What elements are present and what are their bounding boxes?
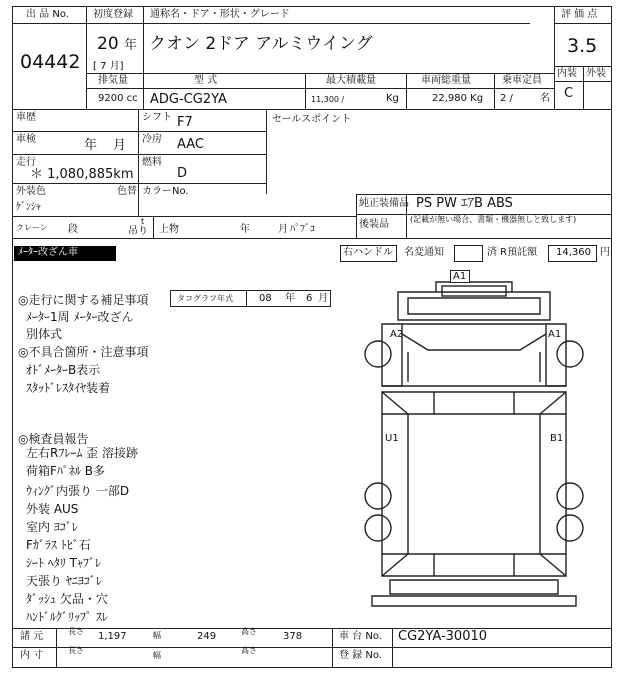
divider (554, 23, 612, 24)
mount-year: 年 (240, 224, 250, 235)
overall-grade: 3.5 (567, 35, 598, 57)
divider (12, 216, 356, 217)
note-line: Fｶﾞﾗｽ ﾄﾋﾞ石 (26, 538, 91, 552)
divider (494, 73, 495, 109)
mount-label: 上物 (159, 224, 179, 235)
color: ｹﾞﾝｼｬ (16, 202, 41, 213)
name-change-label: 名変通知 (404, 247, 444, 258)
tachograph-month-unit: 月 (318, 293, 328, 304)
divider (143, 6, 144, 109)
divider (266, 109, 267, 194)
note-line: ﾀﾞｯｼｭ 欠品・穴 (26, 592, 108, 606)
color-change-label: 色替 (117, 186, 137, 197)
divider (12, 647, 612, 648)
divider (305, 73, 306, 109)
crane-ton: t (141, 217, 145, 226)
divider (583, 66, 584, 109)
lot-no-label: 出 品 No. (26, 9, 69, 20)
gross-label: 車両総重量 (421, 75, 471, 86)
shift: F7 (177, 115, 193, 130)
capacity-label: 乗車定員 (502, 75, 542, 86)
displacement-label: 排気量 (98, 75, 128, 86)
payload: 11,300 / (311, 95, 345, 104)
chassis-no: CG2YA-30010 (398, 629, 488, 644)
ac: AAC (177, 137, 204, 152)
spec-label: 諸 元 (20, 631, 44, 642)
gross-weight: 22,980 Kg (432, 93, 484, 104)
tachograph-month: 6 (306, 293, 313, 304)
fuel: D (177, 166, 188, 181)
divider (332, 628, 333, 668)
chassis-label: 車 台 No. (339, 631, 382, 642)
width-label-inner: 幅 (153, 651, 161, 660)
color-no-label: カラーNo. (142, 186, 189, 197)
tachograph-label: タコグラフ年式 (177, 294, 233, 303)
crane-hang: 吊り (128, 226, 148, 237)
length: 1,197 (98, 631, 127, 642)
payload-label: 最大積載量 (326, 75, 376, 86)
note-line: ﾊﾝﾄﾞﾙｸﾞﾘｯﾌﾟ ｽﾚ (26, 610, 108, 624)
divider (138, 109, 139, 216)
inspection-label: 車検 (16, 134, 36, 145)
divider (153, 216, 154, 238)
mount-maker: ﾊﾟﾌﾞｺ (290, 224, 315, 235)
interior-grade-label: 内装 (557, 68, 577, 79)
inspection-year: 年 (84, 138, 98, 153)
recycle-label: 済 R預託額 (487, 247, 538, 258)
first-reg-month: [ 7 月] (93, 61, 124, 72)
right-hand-label: 右ハンドル (343, 247, 393, 258)
capacity: 2 / (500, 93, 513, 104)
note-line: ｵﾄﾞﾒｰﾀｰB表示 (26, 363, 101, 377)
recycle-unit: 円 (600, 247, 610, 258)
divider (554, 81, 612, 82)
divider (392, 628, 393, 668)
history-label: 車歴 (16, 112, 36, 123)
displacement: 9200 cc (98, 93, 138, 104)
equipment: PS PW ｴｱB ABS (416, 196, 513, 211)
divider (56, 628, 57, 668)
car-name: クオン 2ドア アルミウイング (149, 34, 373, 54)
model-label: 型 式 (194, 75, 218, 86)
car-name-label: 通称名・ドア・形状・グレード (150, 9, 290, 20)
lot-no: 04442 (20, 51, 81, 73)
crane-label: クレーン (16, 223, 48, 232)
note-line: ﾒｰﾀｰ1周 ﾒｰﾀｰ改ざん (26, 310, 134, 324)
divider (554, 6, 555, 109)
grade-label: 評 価 点 (561, 9, 598, 20)
note-line: ｼｰﾄ ﾍﾀﾘ Tｬﾌﾞﾚ (26, 556, 101, 570)
sales-point-label: セールスポイント (272, 114, 352, 125)
note-line: 外装 AUS (26, 502, 79, 516)
damage-mark: A1 (548, 329, 562, 340)
tachograph-year-unit: 年 (285, 293, 295, 304)
divider (12, 183, 266, 184)
note-line: 荷箱Fﾊﾟﾈﾙ B多 (26, 464, 105, 478)
divider (12, 23, 530, 24)
note-line: 室内 ﾖｺﾞﾚ (26, 520, 78, 534)
note-line: 別体式 (26, 327, 63, 341)
divider (12, 131, 266, 132)
aftermarket-label: 後装品 (359, 219, 389, 230)
height: 378 (283, 631, 303, 642)
first-reg-year-unit: 年 (124, 38, 138, 53)
height-label: 高さ (241, 627, 257, 636)
divider (246, 290, 247, 307)
note-line: ｽﾀｯﾄﾞﾚｽﾀｲﾔ装着 (26, 381, 111, 395)
divider (86, 73, 554, 74)
damage-mark: U1 (385, 433, 399, 444)
divider (406, 73, 407, 109)
width-label: 幅 (153, 631, 161, 640)
exterior-grade-label: 外装 (586, 68, 606, 79)
capacity-unit: 名 (540, 93, 550, 104)
note-line: ◎検査員報告 (18, 432, 89, 446)
divider (12, 238, 612, 239)
note-line: ◎走行に関する補足事項 (18, 293, 149, 307)
ac-label: 冷房 (142, 134, 162, 145)
divider (86, 88, 554, 89)
equipment-label: 純正装備品 (359, 198, 409, 209)
mileage-label: 走行 (16, 157, 36, 168)
mileage: ＊ 1,080,885km (30, 167, 134, 182)
damage-mark: A1 (453, 271, 467, 282)
truck-outline-svg (338, 264, 610, 628)
shift-label: シフト (142, 112, 172, 123)
inspection-month: 月 (113, 138, 127, 153)
recycle-amount: 14,360 (556, 247, 591, 258)
divider (356, 194, 612, 195)
width: 249 (197, 631, 217, 642)
first-reg-year: 20 (97, 34, 119, 54)
damage-mark: A2 (390, 329, 404, 340)
inner-dim-label: 内 寸 (20, 650, 44, 661)
payload-unit: Kg (386, 93, 399, 104)
tachograph-year: 08 (259, 293, 272, 304)
model: ADG-CG2YA (150, 92, 227, 107)
note-line: 左右Rﾌﾚｰﾑ 歪 溶接跡 (26, 446, 138, 460)
length-label-inner: 長さ (68, 646, 84, 655)
registration-label: 登 録 No. (339, 650, 382, 661)
fuel-label: 燃料 (142, 157, 162, 168)
first-reg-label: 初度登録 (93, 9, 133, 20)
divider (86, 6, 87, 109)
note-line: ◎不具合箇所・注意事項 (18, 345, 149, 359)
divider (356, 194, 357, 238)
meter-tamper-flag (14, 246, 116, 261)
length-label: 長さ (68, 627, 84, 636)
damage-mark: B1 (550, 433, 564, 444)
interior-grade: C (564, 86, 574, 101)
name-change-box (454, 245, 483, 262)
aftermarket-note: (記載が無い場合、書類・機器無しと致します) (410, 215, 577, 224)
meter-tamper-text: ﾒｰﾀｰ改ざん車 (18, 247, 78, 258)
vehicle-diagram (338, 264, 610, 628)
divider (12, 109, 612, 110)
note-line: 天張り ﾔﾆﾖｺﾞﾚ (26, 574, 102, 588)
note-line: ｳｨﾝｸﾞ内張り 一部D (26, 484, 130, 498)
mount-month: 月 (278, 224, 288, 235)
height-label-inner: 高さ (241, 646, 257, 655)
crane-stage: 段 (68, 224, 78, 235)
divider (12, 154, 266, 155)
color-label: 外装色 (16, 186, 46, 197)
divider (12, 628, 612, 629)
